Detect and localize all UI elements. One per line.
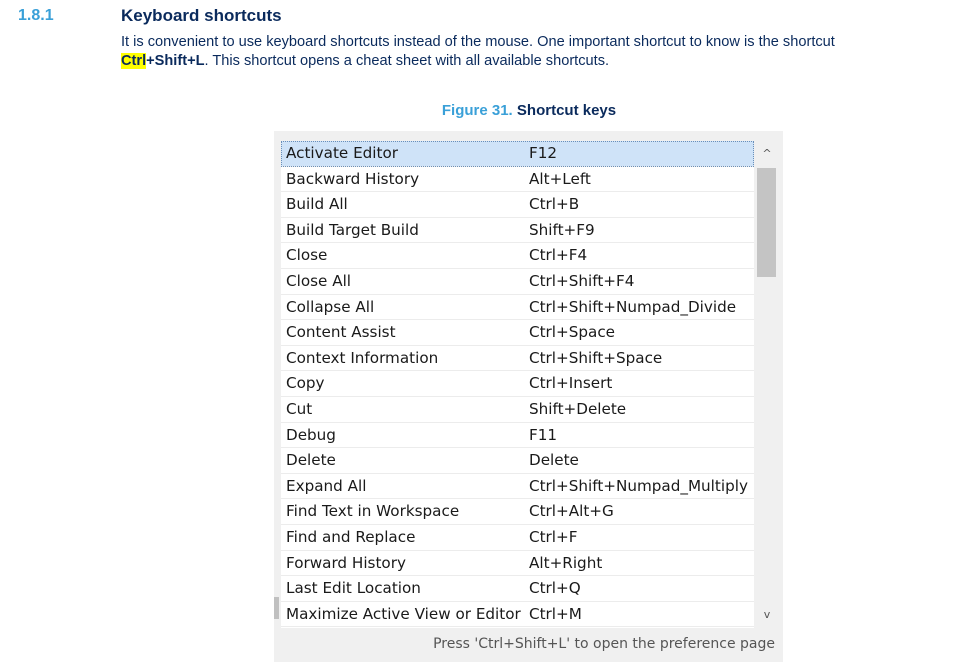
key-binding: Alt+Right [529,553,603,572]
shortcut-list[interactable] [281,141,754,628]
key-binding: Ctrl+Shift+Numpad_Divide [529,297,737,316]
key-binding: Ctrl+Space [529,323,616,342]
key-binding: Ctrl+F4 [529,246,588,265]
shortcut-row[interactable] [281,474,754,500]
section-title: Keyboard shortcuts [121,6,282,25]
command-name: Context Information [286,348,439,367]
shortcut-row[interactable] [281,346,754,372]
key-binding: F11 [529,425,558,444]
shortcut-row[interactable] [281,218,754,244]
figure-caption [0,102,975,119]
key-binding: Alt+Left [529,169,591,188]
shortcut-highlight [121,53,205,69]
shortcut-row[interactable] [281,295,754,321]
scrollbar-thumb[interactable] [757,168,776,277]
shortcut-row[interactable] [281,576,754,602]
key-binding: Ctrl+Shift+Space [529,348,663,367]
command-name: Forward History [286,553,406,572]
command-name: Activate Editor [286,144,399,162]
shortcut-row[interactable] [281,525,754,551]
key-binding: Ctrl+F [529,527,578,546]
section-number: 1.8.1 [18,7,54,24]
command-name: Find Text in Workspace [286,502,460,521]
chevron-down-icon[interactable]: v [763,608,771,621]
command-name: Close All [286,271,352,290]
shortcut-row[interactable] [281,448,754,474]
shortcut-rest: +Shift+L [146,53,205,69]
command-name: Cut [286,399,313,418]
command-name: Close [286,246,328,265]
vertical-scrollbar[interactable] [754,141,780,628]
key-binding: Shift+Delete [529,399,627,418]
command-name: Collapse All [286,297,375,316]
command-name: Delete [286,451,336,470]
figure-title: Shortcut keys [516,102,617,119]
shortcut-row[interactable] [281,192,754,218]
command-name: Debug [286,425,336,444]
command-name: Copy [286,374,325,393]
command-name: Backward History [286,169,420,188]
shortcut-row[interactable] [281,243,754,269]
command-name: Expand All [286,476,367,495]
intro-text-2: . This shortcut opens a cheat sheet with all available shortcuts. [204,53,610,69]
key-binding: Ctrl+Shift+Numpad_Multiply [529,476,748,495]
shortcut-row[interactable] [281,499,754,525]
key-binding: Ctrl+M [529,604,582,623]
shortcut-row[interactable] [281,269,754,295]
shortcut-row[interactable] [281,167,754,193]
command-name: Last Edit Location [286,579,421,598]
shortcut-row[interactable] [281,320,754,346]
shortcut-row[interactable] [281,141,754,167]
preference-hint[interactable]: Press 'Ctrl+Shift+L' to open the preference page [433,636,775,652]
command-name: Content Assist [286,323,396,342]
key-binding: F12 [529,144,558,162]
figure-label: Figure 31. [441,102,513,119]
command-name: Maximize Active View or Editor [286,604,521,623]
key-binding: Ctrl+B [529,195,580,214]
shortcut-row[interactable] [281,397,754,423]
shortcut-row[interactable] [281,551,754,577]
shortcut-ctrl: Ctrl [121,53,147,69]
intro-paragraph [121,33,941,71]
key-binding: Ctrl+Shift+F4 [529,271,635,290]
command-name: Find and Replace [286,527,416,546]
key-binding: Ctrl+Insert [529,374,613,393]
key-binding: Ctrl+Q [529,579,581,598]
chevron-up-icon[interactable]: ^ [762,147,772,160]
shortcut-row[interactable] [281,423,754,449]
key-binding: Delete [529,451,579,470]
key-binding: Shift+F9 [529,220,595,239]
shortcut-row[interactable] [281,602,754,628]
key-binding: Ctrl+Alt+G [529,502,614,521]
command-name: Build Target Build [286,220,419,239]
shortcut-row[interactable] [281,371,754,397]
intro-text-1: It is convenient to use keyboard shortcuts instead of the mouse. One important shortcut to know is the shortcut [121,34,835,50]
command-name: Build All [286,195,348,214]
left-edge-marker [274,597,279,619]
